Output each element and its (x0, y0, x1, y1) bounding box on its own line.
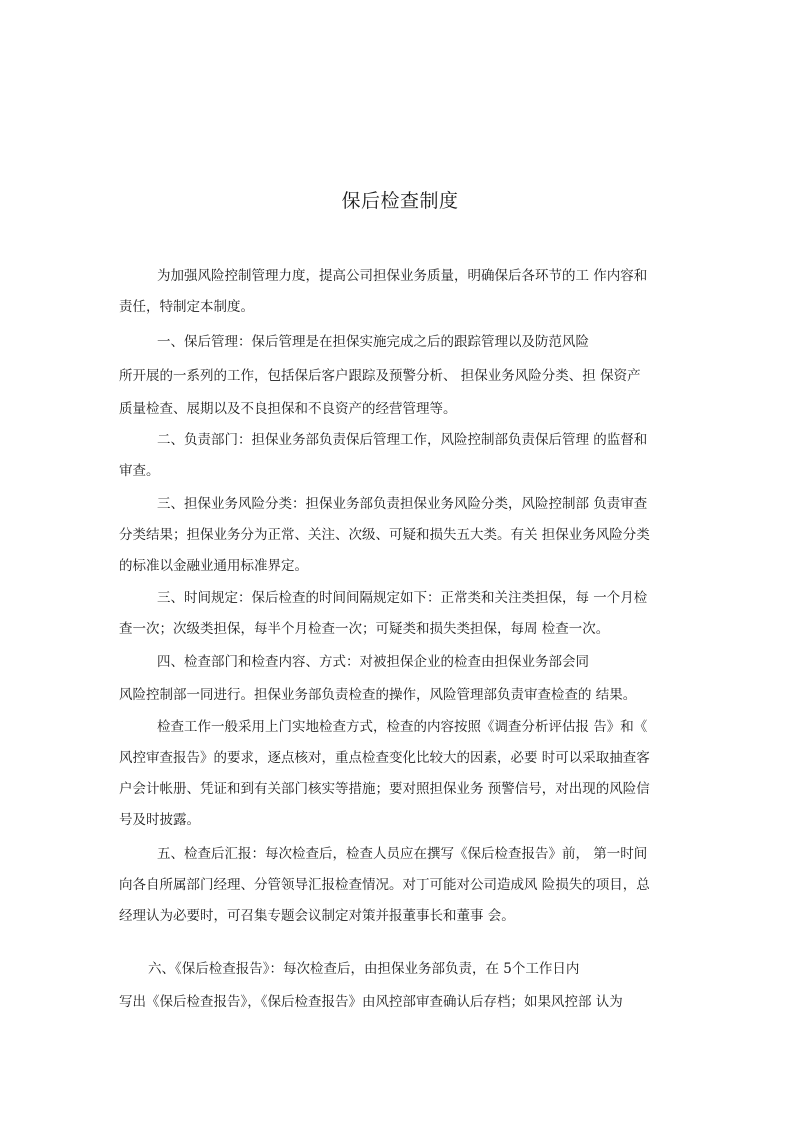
paragraph-line: 五、检查后汇报：每次检查后，检查人员应在撰写《保后检查报告》前， 第一时间 (157, 846, 648, 862)
paragraph-line: 三、时间规定：保后检查的时间间隔规定如下：正常类和关注类担保，每 一个月检 (157, 590, 648, 606)
paragraph-line: 二、负责部门：担保业务部负责保后管理工作，风险控制部负责保后管理 的监督和 (157, 432, 648, 448)
paragraph-line: 分类结果；担保业务分为正常、关注、次级、可疑和损失五大类。有关 担保业务风险分类 (119, 527, 650, 543)
paragraph-line: 的标准以金融业通用标准界定。 (119, 558, 308, 574)
paragraph-line: 号及时披露。 (119, 812, 200, 828)
paragraph-line: 审查。 (119, 463, 160, 479)
paragraph-line: 经理认为必要时，可召集专题会议制定对策并报董事长和董事 会。 (119, 908, 515, 924)
paragraph-line: 风险控制部一同进行。担保业务部负责检查的操作，风险管理部负责审查检查的 结果。 (119, 687, 637, 703)
paragraph-line: 三、担保业务风险分类：担保业务部负责担保业务风险分类，风险控制部 负责审查 (157, 496, 648, 512)
document-title: 保后检查制度 (341, 190, 459, 212)
paragraph-line: 质量检查、展期以及不良担保和不良资产的经营管理等。 (119, 401, 457, 417)
paragraph-line: 一、保后管理：保后管理是在担保实施完成之后的跟踪管理以及防范风险 (157, 334, 589, 350)
paragraph-line: 户会计帐册、凭证和到有关部门核实等措施；要对照担保业务 预警信号，对出现的风险信 (119, 781, 650, 797)
paragraph-line: 责任，特制定本制度。 (119, 299, 254, 315)
paragraph-line: 四、检查部门和检查内容、方式：对被担保企业的检查由担保业务部会同 (157, 654, 589, 670)
paragraph-line: 六、《保后检查报告》：每次检查后，由担保业务部负责，在 5个工作日内 (148, 961, 580, 977)
paragraph-line: 写出《保后检查报告》，《保后检查报告》由风控部审查确认后存档；如果风控部 认为 (119, 994, 623, 1010)
paragraph-line: 检查工作一般采用上门实地检查方式，检查的内容按照《调查分析评估报 告》和《 (157, 719, 648, 735)
paragraph-line: 查一次；次级类担保，每半个月检查一次；可疑类和损失类担保，每周 检查一次。 (119, 621, 610, 637)
paragraph-line: 为加强风险控制管理力度，提高公司担保业务质量，明确保后各环节的工 作内容和 (157, 268, 648, 284)
paragraph-line: 所开展的一系列的工作，包括保后客户跟踪及预警分析、 担保业务风险分类、担 保资产 (119, 368, 641, 384)
paragraph-line: 向各自所属部门经理、分管领导汇报检查情况。对丁可能对公司造成风 险损失的项目，总 (119, 877, 650, 893)
paragraph-line: 风控审查报告》的要求，逐点核对，重点检查变化比较大的因素，必要 时可以采取抽查客 (119, 750, 650, 766)
